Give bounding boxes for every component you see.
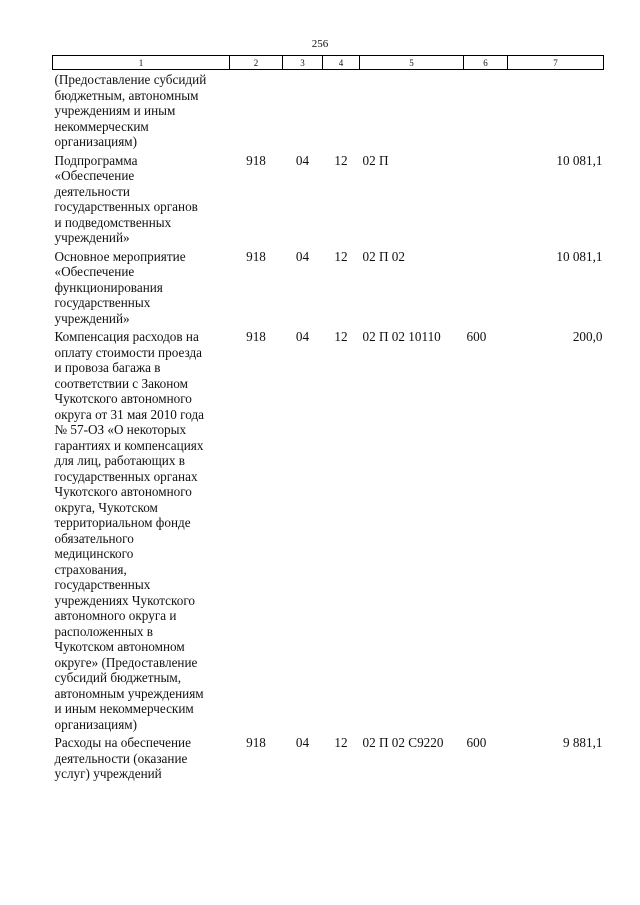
column-header: 6 [464,56,508,70]
amount: 9 881,1 [562,735,603,750]
column-number-row [53,56,604,70]
admin-code [230,70,283,151]
table-row [53,327,604,733]
section-code: 04 [295,248,310,264]
row-name: Компенсация расходов на оплату стоимости проезда и провоза багажа в соответствии с Законом Чукотского автономного округа от 31 мая 2010 года № 57-ОЗ «О некоторых гарантиях и компенсациях для лиц, работающих в государственных органах Чукотского автономного округа, Чукотском территориальном фонде обязательного медицинского страхования, государственных учреждениях Чукотского автономного округа и расположенных в Чукотском автономном округе» (Предоставление субсидий бюджетным, автономным учреждениям и иным некоммерческим организациям) [54,329,205,732]
table-row [53,151,604,247]
amount: 10 081,1 [556,248,603,264]
subsection-code: 12 [334,735,348,750]
row-name: Подпрограмма «Обеспечение деятельности государственных органов и подведомственных учреждений» [54,152,198,245]
subsection-code [323,70,360,151]
subsection-code: 12 [334,329,348,344]
column-header: 2 [230,56,283,70]
row-name: Основное мероприятие «Обеспечение функционирования государственных учреждений» [54,248,186,326]
column-header: 3 [283,56,323,70]
section-code [283,70,323,151]
admin-code: 918 [246,735,266,750]
section-code: 04 [295,329,310,344]
row-name: (Предоставление субсидий бюджетным, автономным учреждениям и иным некоммерческим организациям) [54,72,207,149]
column-header: 5 [360,56,464,70]
expense-type [464,247,508,328]
admin-code: 918 [246,248,266,264]
row-name: Расходы на обеспечение деятельности (оказание услуг) учреждений [54,735,191,781]
expense-type: 600 [466,329,487,344]
column-header: 1 [53,56,230,70]
page-number: 256 [311,38,329,50]
target-article: 02 П 02 С9220 [362,735,444,750]
table-row [53,70,604,151]
amount [508,70,604,151]
expense-type [464,151,508,247]
admin-code: 918 [246,329,266,344]
target-article: 02 П 02 [362,248,405,264]
section-code: 04 [295,735,310,750]
budget-table [52,55,604,783]
amount: 10 081,1 [556,152,603,168]
column-header: 4 [323,56,360,70]
table-row [53,247,604,328]
target-article: 02 П [362,152,389,168]
admin-code: 918 [246,152,266,168]
target-article: 02 П 02 10110 [362,329,441,344]
target-article [360,70,464,151]
expense-type [464,70,508,151]
subsection-code: 12 [334,152,348,168]
table-row [53,733,604,783]
subsection-code: 12 [334,248,348,264]
column-header: 7 [508,56,604,70]
amount: 200,0 [572,329,603,344]
expense-type: 600 [466,735,487,750]
section-code: 04 [295,152,310,168]
